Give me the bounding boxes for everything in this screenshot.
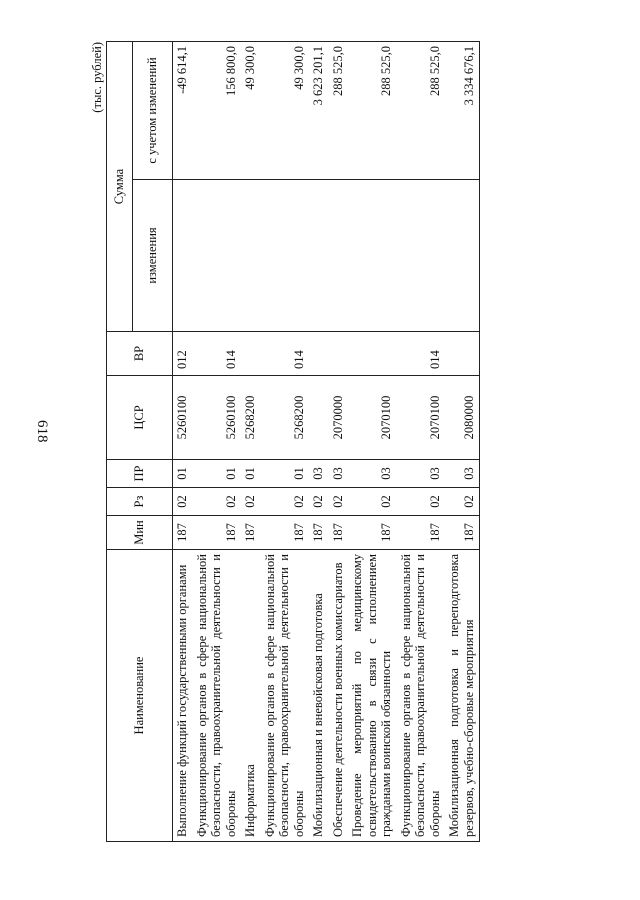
row-csr: 2070100 xyxy=(348,376,397,460)
row-rz: 02 xyxy=(309,488,329,516)
row-min: 187 xyxy=(193,516,242,550)
row-min: 187 xyxy=(173,516,193,550)
header-sum: Сумма xyxy=(107,42,133,332)
row-min: 187 xyxy=(348,516,397,550)
row-csr: 5268200 xyxy=(261,376,310,460)
row-vr xyxy=(445,332,480,376)
row-changes xyxy=(173,180,193,332)
table-row xyxy=(445,42,480,842)
row-total: 49 300,0 xyxy=(241,42,261,180)
row-name: Мобилизационная и вневойсковая подготовка xyxy=(309,550,329,842)
row-total: 49 300,0 xyxy=(261,42,310,180)
row-name: Информатика xyxy=(241,550,261,842)
row-csr: 2080000 xyxy=(445,376,480,460)
row-name: Функционирование органов в сфере национальной безопасности, правоохранительной деятельности и обороны xyxy=(261,550,310,842)
row-csr: 5268200 xyxy=(241,376,261,460)
row-changes xyxy=(241,180,261,332)
row-changes xyxy=(261,180,310,332)
row-changes xyxy=(445,180,480,332)
table-row xyxy=(241,42,261,842)
row-rz: 02 xyxy=(348,488,397,516)
page-number: 618 xyxy=(34,420,50,443)
header-name: Наименование xyxy=(107,550,173,842)
row-min: 187 xyxy=(241,516,261,550)
row-min: 187 xyxy=(445,516,480,550)
row-pr: 03 xyxy=(348,460,397,488)
budget-table xyxy=(106,41,480,842)
rotated-page-content xyxy=(90,42,590,842)
header-changes: изменения xyxy=(133,180,173,332)
row-pr: 01 xyxy=(241,460,261,488)
header-min: Мин xyxy=(107,516,173,550)
row-vr: 014 xyxy=(397,332,446,376)
row-name: Мобилизационная подготовка и переподготовка резервов, учебно-сборовые мероприятия xyxy=(445,550,480,842)
row-min: 187 xyxy=(309,516,329,550)
row-pr: 03 xyxy=(329,460,349,488)
row-pr: 01 xyxy=(193,460,242,488)
row-csr: 5260100 xyxy=(193,376,242,460)
row-pr: 03 xyxy=(309,460,329,488)
header-rz: Рз xyxy=(107,488,173,516)
row-csr: 5260100 xyxy=(173,376,193,460)
table-row xyxy=(193,42,242,842)
row-vr: 012 xyxy=(173,332,193,376)
row-total: 3 334 676,1 xyxy=(445,42,480,180)
header-with-changes: с учетом изменений xyxy=(133,42,173,180)
row-changes xyxy=(397,180,446,332)
row-min: 187 xyxy=(329,516,349,550)
row-vr xyxy=(241,332,261,376)
table-row xyxy=(397,42,446,842)
row-pr: 01 xyxy=(173,460,193,488)
row-pr: 01 xyxy=(261,460,310,488)
row-total: 288 525,0 xyxy=(329,42,349,180)
table-row xyxy=(309,42,329,842)
table-row xyxy=(348,42,397,842)
row-vr xyxy=(329,332,349,376)
row-csr: 2070000 xyxy=(329,376,349,460)
row-pr: 03 xyxy=(445,460,480,488)
row-total: 288 525,0 xyxy=(348,42,397,180)
row-rz: 02 xyxy=(445,488,480,516)
table-row xyxy=(173,42,193,842)
row-changes xyxy=(309,180,329,332)
row-vr xyxy=(348,332,397,376)
row-rz: 02 xyxy=(241,488,261,516)
row-total: 156 800,0 xyxy=(193,42,242,180)
row-name: Выполнение функций государственными органами xyxy=(173,550,193,842)
table-row xyxy=(261,42,310,842)
row-vr: 014 xyxy=(193,332,242,376)
row-name: Функционирование органов в сфере национальной безопасности, правоохранительной деятельности и обороны xyxy=(397,550,446,842)
row-rz: 02 xyxy=(261,488,310,516)
header-csr: ЦСР xyxy=(107,376,173,460)
row-rz: 02 xyxy=(397,488,446,516)
row-vr: 014 xyxy=(261,332,310,376)
row-changes xyxy=(348,180,397,332)
row-name: Проведение мероприятий по медицинскому освидетельствованию в связи с исполнением гражданами воинской обязанности xyxy=(348,550,397,842)
row-min: 187 xyxy=(397,516,446,550)
header-pr: ПР xyxy=(107,460,173,488)
units-caption: (тыс. рублей) xyxy=(90,42,104,113)
row-total: 3 623 201,1 xyxy=(309,42,329,180)
table-row xyxy=(329,42,349,842)
row-total: -49 614,1 xyxy=(173,42,193,180)
row-name: Функционирование органов в сфере национальной безопасности, правоохранительной деятельности и обороны xyxy=(193,550,242,842)
row-csr xyxy=(309,376,329,460)
row-changes xyxy=(193,180,242,332)
row-min: 187 xyxy=(261,516,310,550)
row-name: Обеспечение деятельности военных комиссариатов xyxy=(329,550,349,842)
row-total: 288 525,0 xyxy=(397,42,446,180)
row-pr: 03 xyxy=(397,460,446,488)
row-changes xyxy=(329,180,349,332)
row-rz: 02 xyxy=(173,488,193,516)
row-vr xyxy=(309,332,329,376)
row-rz: 02 xyxy=(329,488,349,516)
header-vr: ВР xyxy=(107,332,173,376)
row-rz: 02 xyxy=(193,488,242,516)
row-csr: 2070100 xyxy=(397,376,446,460)
